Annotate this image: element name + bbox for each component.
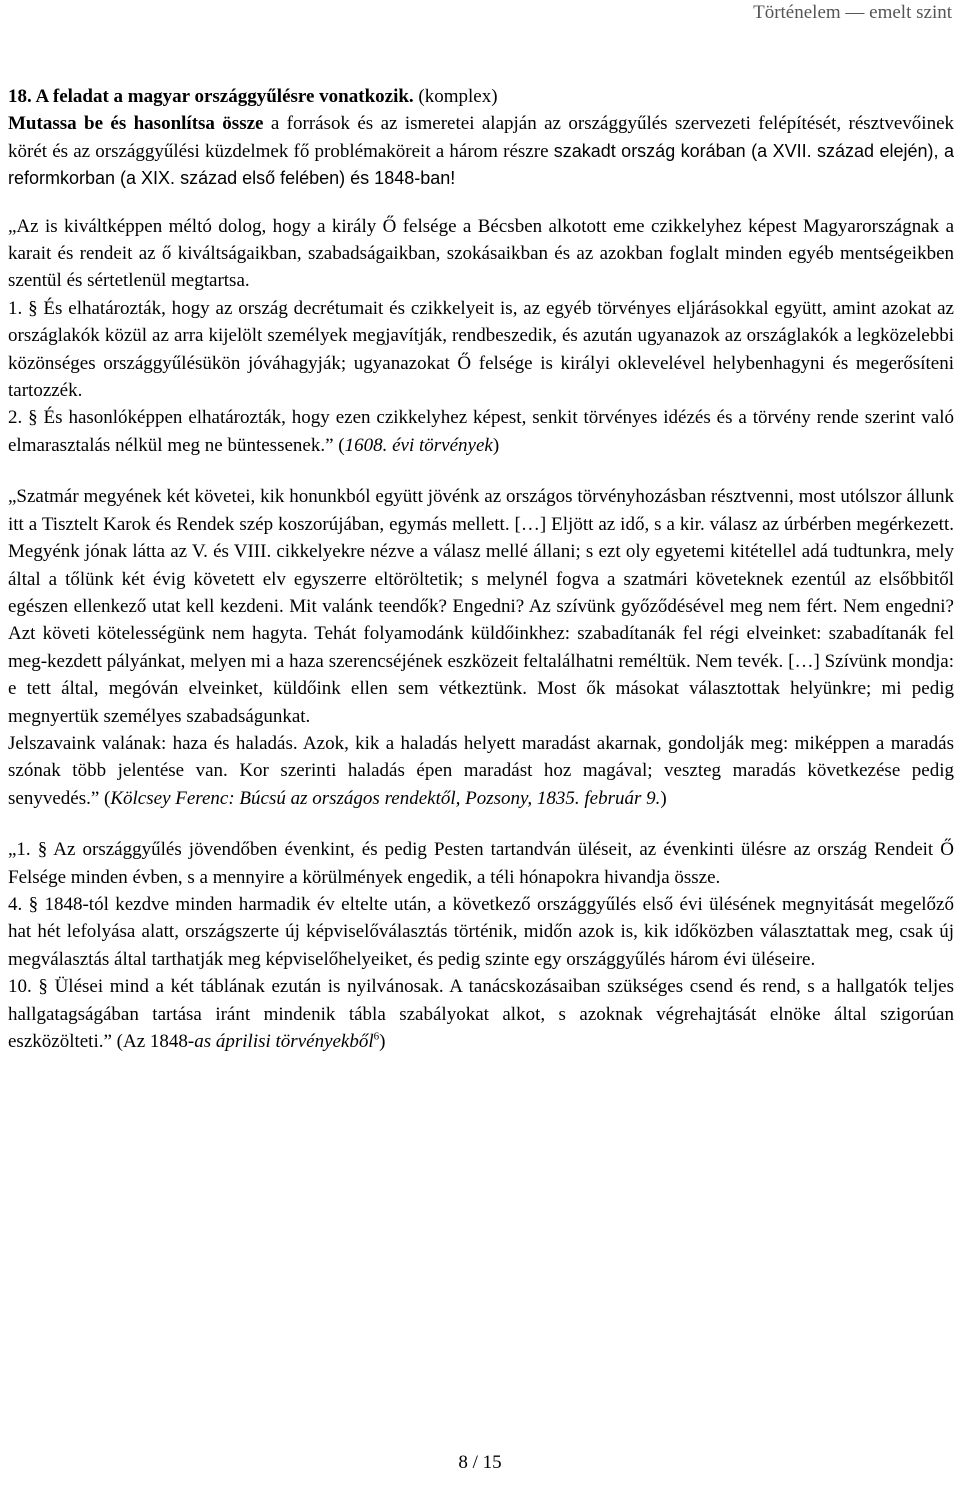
source1-para3-text: 2. § És hasonlóképpen elhatározták, hogy ezen czikkelyhez képest, senkit törvényes idézés és a törvény rende szerint való elmarasztalás nélkül meg ne büntessenek.” ( xyxy=(8,407,954,456)
page-header: Történelem — emelt szint xyxy=(753,2,952,23)
task-instruction xyxy=(8,110,954,192)
page-content xyxy=(8,83,954,1055)
source1-para1: „Az is kiváltképpen méltó dolog, hogy a király Ő felsége a Bécsben alkotott eme czikkelyhez képest Magyarországnak a karait és rendeit az ő kiváltságaikban, szabadságaikban, szokásaikban és az azokban foglalt minden egyéb mentségeikben szentül és sértetlenül megtartsa. xyxy=(8,215,954,292)
source3-para3-text: 10. § Ülései mind a két táblának ezután is nyilvánosak. A tanácskozásaiban szükséges csend és rend, s a hallgatók teljes hallgatagságában tartása iránt mindenik tábla szabályokat alkot, s azoknak végrehajtását elnöke által szigorúan eszközölteti.” (Az 1848- xyxy=(8,976,954,1052)
source1-citation: 1608. évi törvények xyxy=(344,434,493,456)
source3-citation: as áprilisi törvényekből xyxy=(194,1031,374,1052)
source2-para2-text: Jelszavaink valának: haza és haladás. Azok, kik a haladás helyett maradást akarnak, gondolják meg: miképpen a maradás szónak több jelentése van. Kor szerinti haladás épen maradást hoz magával; veszteg maradás következése pedig senyvedés.” ( xyxy=(8,732,954,809)
footnote-marker: 6 xyxy=(373,1030,380,1043)
source3-para1: „1. § Az országgyűlés jövendőben évenkint, és pedig Pesten tartandván üléseit, az évenkinti ülésre az ország Rendeit Ő Felsége minden évben, s a mennyire a körülmények engedik, a téli hónapokra hivandja össze. xyxy=(8,839,954,888)
source2-para2-end: ) xyxy=(660,787,667,809)
task-type: (komplex) xyxy=(413,86,498,107)
instruction-bold: Mutassa be és hasonlítsa össze xyxy=(8,113,264,135)
source2-para1: „Szatmár megyének két követei, kik honunkból együtt jövénk az országos törvényhozásban résztvenni, most utólszor állunk itt a Tisztelt Karok és Rendek szép koszorújában, egymás mellett. […] Eljött az idő, s a kir. válasz az úrbérben megérkezett. Megyénk jónak látta az V. és VIII. cikkelyekre nézve a válasz mellé állani; s ezt oly egyetemi kitétellel adá tudtunkra, mely által a tőlünk két évig követett elv egyszerre eltöröltetik; s melynél fogva a szatmári követeknek ezentúl az elsőbbitől egészen ellenkező utat kell kezdeni. Mit valánk teendők? Engedni? Az szívünk győződésével meg nem fért. Nem engedni? Azt követi kötelességünk nem hagyta. Tehát folyamodánk küldőinkhez: szabadítanák fel régi elveinket: szabadítanák fel meg-kezdett pályánkat, melyen mi a haza szerencséjének eszközeit feltalálhatni reméltük. Nem tevék. […] Szívünk mondja: e tett által, megóván elveinket, küldőink ellen sem vétkeztünk. Most ők másokat választottak helyünkre; mi pedig megnyertük személyes szabadságunkat. xyxy=(8,486,954,727)
source3-para3-end: ) xyxy=(379,1031,386,1052)
source1-para3-end: ) xyxy=(492,434,500,456)
task-title-line xyxy=(8,83,954,110)
source2-citation: Kölcsey Ferenc: Búcsú az országos rendektől, Pozsony, 1835. február 9. xyxy=(110,787,661,809)
source3-para3 xyxy=(8,973,954,1055)
page-number: 8 / 15 xyxy=(458,1452,502,1473)
instruction-text-sans: szakadt ország korában (a XVII. század elején), a reformkorban (a XIX. század első felében) és 1848-ban! xyxy=(8,140,955,189)
source2-para2 xyxy=(8,730,954,812)
task-title: 18. A feladat a magyar országgyűlésre vonatkozik. xyxy=(8,86,414,107)
instruction-text: a források és az ismeretei alapján az országgyűlés szervezeti felépítését, résztvevőinek körét és az országgyűlési küzdelmek fő problémaköreit a három részre xyxy=(8,113,955,162)
source1-para2: 1. § És elhatározták, hogy az ország decrétumait és czikkelyeit is, az egyéb törvényes eljárásokkal együtt, amint azokat az országlakók közül az arra kijelölt személyek megjavítják, rendbeszedik, és azután ugyanazok az országlakók a legközelebbi közönséges országgyűlésükön jóváhagyják; ugyanazokat Ő felsége is királyi oklevelével helybenhagyni és megerősíteni tartozzék. xyxy=(8,297,954,402)
source3-para2: 4. § 1848-tól kezdve minden harmadik év eltelte után, a következő országgyűlés első évi ülésének megnyitását megelőző hat hét lefolyása alatt, országszerte új képviselőválasztás történik, midőn azok is, kik időközben választattak meg, csak új megválasztás által tarthatják meg képviselőhelyeiket, és pedig szinte egy országgyűlés három évi üléseire. xyxy=(8,893,954,970)
source1-para3 xyxy=(8,404,954,459)
